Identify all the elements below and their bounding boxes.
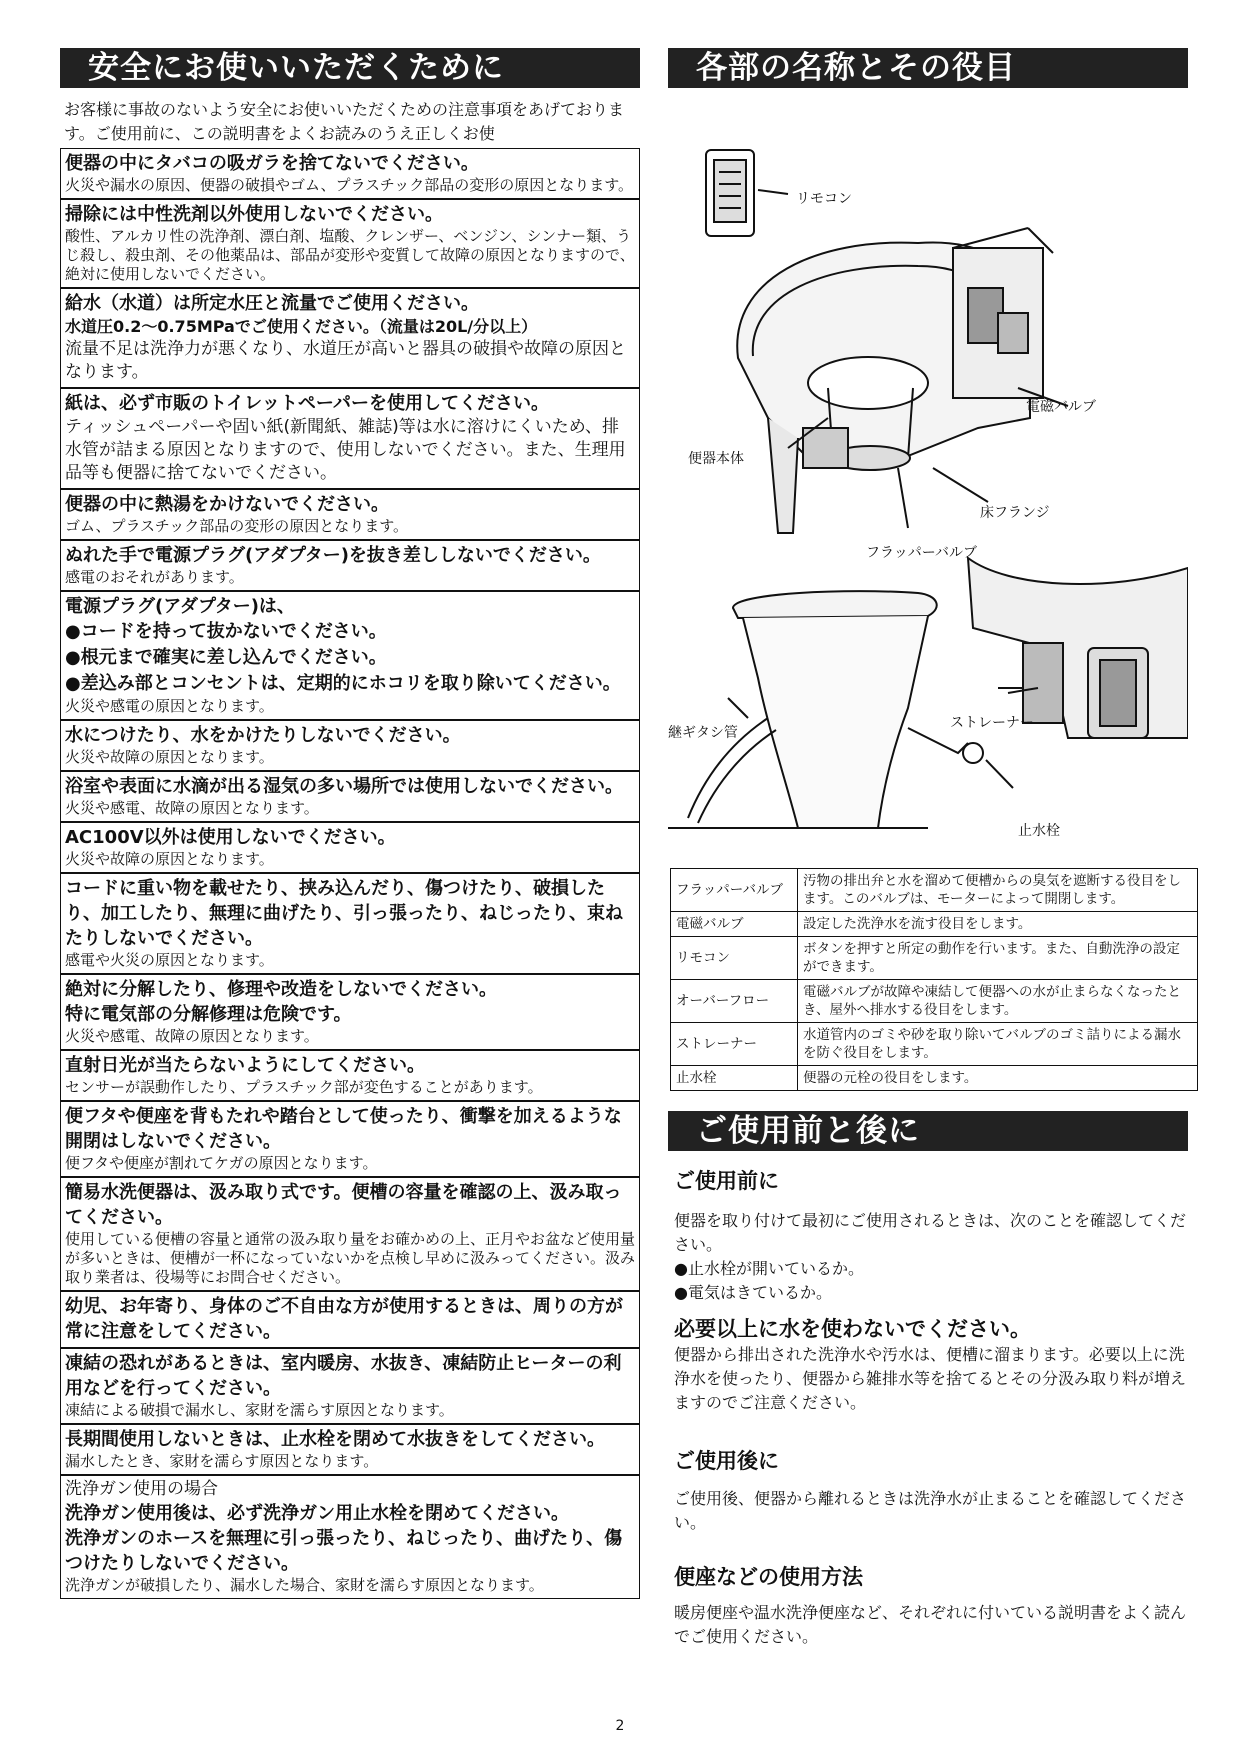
warning-subtitle: 水道圧0.2～0.75MPaでご使用ください。（流量は20L/分以上） [65, 317, 538, 336]
label-toilet-body: 便器本体 [688, 451, 744, 467]
warning-title: 掃除には中性洗剤以外使用しないでください。 [65, 204, 443, 225]
pipe-leader-line [728, 698, 748, 718]
usage-content [668, 1151, 1188, 1649]
warning-subtitle: 洗浄ガンのホースを無理に引っ張ったり、ねじったり、曲げたり、傷つけたりしないでください。 [65, 1528, 623, 1574]
warning-body: 凍結による破損で漏水し、家財を濡らす原因となります。 [65, 1401, 454, 1419]
warning-item [61, 592, 639, 721]
parts-header: 各部の名称とその役目 [668, 48, 1188, 88]
after-use-text: ご使用後、便器から離れるときは洗浄水が止まることを確認してください。 [674, 1489, 1187, 1532]
part-name: フラッパーバルブ [671, 869, 798, 912]
warning-title: 便器の中に熱湯をかけないでください。 [65, 494, 389, 515]
warning-item [61, 1178, 639, 1292]
water-warning-text: 便器から排出された洗浄水や汚水は、便槽に溜まります。必要以上に洗浄水を使ったり、便器から雑排水等を捨てるとその分汲み取り料が増えますのでご注意ください。 [674, 1345, 1187, 1412]
warning-title: 水につけたり、水をかけたりしないでください。 [65, 725, 461, 746]
warning-body: センサーが誤動作したり、プラスチック部が変色することがあります。 [65, 1078, 543, 1096]
warning-title: 便フタや便座を背もたれや踏台として使ったり、衝撃を加えるような開閉はしないでください。 [65, 1106, 622, 1152]
warning-body: 流量不足は洗浄力が悪くなり、水道圧が高いと器具の破損や故障の原因となります。 [65, 339, 626, 382]
label-stopcock: 止水栓 [1018, 823, 1060, 839]
warning-item [61, 874, 639, 975]
warning-subtitle: 特に電気部の分解修理は危険です。 [65, 1004, 352, 1025]
warning-item [61, 289, 639, 389]
warning-item [61, 149, 639, 200]
parts-section [668, 48, 1188, 1649]
warning-item [61, 1051, 639, 1102]
warning-title: 便器の中にタバコの吸ガラを捨てないでください。 [65, 153, 479, 174]
before-use-text: 便器を取り付けて最初にご使用されるときは、次のことを確認してください。 [674, 1211, 1187, 1254]
warning-title: 洗浄ガン使用後は、必ず洗浄ガン用止水栓を閉めてください。 [65, 1503, 569, 1524]
parts-table-row [671, 1066, 1198, 1091]
part-description: 便器の元栓の役目をします。 [798, 1066, 1198, 1091]
safety-section [60, 48, 640, 1599]
seat-usage-title: 便座などの使用方法 [674, 1565, 863, 1589]
warning-item [61, 1476, 639, 1598]
part-name: 止水栓 [671, 1066, 798, 1091]
warning-bullet: ●根元まで確実に差し込んでください。 [65, 647, 387, 668]
warning-item [61, 200, 639, 289]
warning-title: 長期間使用しないときは、止水栓を閉めて水抜きをしてください。 [65, 1429, 605, 1450]
after-use-title: ご使用後に [674, 1449, 779, 1473]
label-floor-flange: 床フランジ [980, 505, 1050, 521]
remote-leader-line [758, 190, 788, 194]
strainer-detail-drawing [968, 558, 1188, 738]
toilet-illustration [668, 88, 1188, 848]
before-use-title: ご使用前に [674, 1169, 779, 1193]
seat-usage-text: 暖房便座や温水洗浄便座など、それぞれに付いている説明書をよく読んでご使用ください。 [674, 1603, 1187, 1646]
warning-bullet: ●コードを持って抜かないでください。 [65, 621, 387, 642]
parts-table [670, 868, 1198, 1091]
warning-item [61, 721, 639, 772]
warning-body: 漏水したとき、家財を濡らす原因となります。 [65, 1452, 379, 1470]
warning-item [61, 823, 639, 874]
label-strainer: ストレーナー [950, 715, 1034, 731]
water-warning-title: 必要以上に水を使わないでください。 [674, 1317, 1031, 1341]
warning-title: コードに重い物を載せたり、挟み込んだり、傷つけたり、破損したり、加工したり、無理に曲げたり、引っ張ったり、ねじったり、束ねたりしないでください。 [65, 878, 623, 949]
part-name: オーバーフロー [671, 980, 798, 1023]
part-description: 水道管内のゴミや砂を取り除いてバルブのゴミ詰りによる漏水を防ぐ役目をします。 [798, 1023, 1198, 1066]
warning-list [60, 148, 640, 1599]
warning-item [61, 975, 639, 1051]
part-description: 設定した洗浄水を流す役目をします。 [798, 912, 1198, 937]
warning-title: 直射日光が当たらないようにしてください。 [65, 1055, 425, 1076]
warning-title: 幼児、お年寄り、身体のご不自由な方が使用するときは、周りの方が常に注意をしてください。 [65, 1296, 623, 1342]
part-description: 汚物の排出弁と水を溜めて便槽からの臭気を遮断する役目をします。このバルブは、モーターによって開閉します。 [798, 869, 1198, 912]
warning-item [61, 1425, 639, 1476]
warning-body: 火災や故障の原因となります。 [65, 850, 274, 868]
warning-item [61, 1292, 639, 1349]
warning-item [61, 1102, 639, 1178]
warning-title: 凍結の恐れがあるときは、室内暖房、水抜き、凍結防止ヒーターの利用などを行ってください。 [65, 1353, 622, 1399]
warning-title: 浴室や表面に水滴が出る湿気の多い場所では使用しないでください。 [65, 776, 623, 797]
part-description: ボタンを押すと所定の動作を行います。また、自動洗浄の設定ができます。 [798, 937, 1198, 980]
warning-body: 火災や感電、故障の原因となります。 [65, 799, 319, 817]
part-description: 電磁バルブが故障や凍結して便器への水が止まらなくなったとき、屋外へ排水する役目をします。 [798, 980, 1198, 1023]
warning-item [61, 541, 639, 592]
warning-pre: 洗浄ガン使用の場合 [65, 1479, 218, 1499]
remote-control-drawing [706, 150, 754, 236]
warning-body: ティッシュペーパーや固い紙(新聞紙、雑誌)等は水に溶けにくいため、排水管が詰まる原因となりますので、使用しないでください。また、生理用品等も便器に捨てないでください。 [65, 417, 626, 483]
warning-body: 酸性、アルカリ性の洗浄剤、漂白剤、塩酸、クレンザー、ベンジン、シンナー類、うじ殺し、殺虫剤、その他薬品は、部品が変形や変質して故障の原因となりますので、絶対に使用しないでください。 [65, 227, 635, 283]
warning-body: 洗浄ガンが破損したり、漏水した場合、家財を濡らす原因となります。 [65, 1576, 544, 1594]
warning-body: 感電や火災の原因となります。 [65, 951, 274, 969]
toilet-cutaway-drawing [737, 228, 1053, 533]
stopcock-leader-line [986, 760, 1013, 788]
parts-table-row [671, 937, 1198, 980]
warning-body: ゴム、プラスチック部品の変形の原因となります。 [65, 517, 409, 535]
warning-body: 使用している便槽の容量と通常の汲み取り量をお確かめの上、正月やお盆など使用量が多いときは、便槽が一杯になっていないかを点検し早めに汲みってください。汲み取り業者は、役場等にお問合せください。 [65, 1230, 636, 1286]
warning-body: 感電のおそれがあります。 [65, 568, 244, 586]
warning-title: 絶対に分解したり、修理や改造をしないでください。 [65, 979, 497, 1000]
parts-table-row [671, 869, 1198, 912]
before-use-bullet: ●電気はきているか。 [674, 1283, 832, 1302]
warning-title: 電源プラグ(アダプター)は、 [65, 596, 295, 617]
part-name: リモコン [671, 937, 798, 980]
parts-table-row [671, 1023, 1198, 1066]
warning-body: 火災や漏水の原因、便器の破損やゴム、プラスチック部品の変形の原因となります。 [65, 176, 634, 194]
flange-leader-line [933, 468, 988, 502]
warning-body: 火災や故障の原因となります。 [65, 748, 274, 766]
warning-title: 簡易水洗便器は、汲み取り式です。便槽の容量を確認の上、汲み取ってください。 [65, 1182, 622, 1228]
toilet-diagram [668, 88, 1188, 868]
label-remote: リモコン [796, 191, 852, 207]
warning-item [61, 389, 639, 490]
warning-title: 紙は、必ず市販のトイレットペーパーを使用してください。 [65, 393, 550, 414]
before-use-bullet: ●止水栓が開いているか。 [674, 1259, 864, 1278]
label-flapper-valve: フラッパーバルブ [866, 545, 978, 561]
part-name: ストレーナー [671, 1023, 798, 1066]
part-name: 電磁バルブ [671, 912, 798, 937]
warning-body: 火災や感電、故障の原因となります。 [65, 1027, 319, 1045]
warning-body: 火災や感電の原因となります。 [65, 697, 274, 715]
warning-item [61, 490, 639, 541]
usage-header: ご使用前と後に [668, 1111, 1188, 1151]
flapper-leader-line [898, 468, 908, 528]
label-pipe: 継ギタシ管 [668, 725, 738, 741]
warning-title: AC100V以外は使用しないでください。 [65, 827, 396, 848]
warning-item [61, 1349, 639, 1425]
warning-title: ぬれた手で電源プラグ(アダプター)を抜き差ししないでください。 [65, 545, 601, 566]
safety-header: 安全にお使いいただくために [60, 48, 640, 88]
parts-table-body [671, 869, 1198, 1091]
parts-table-row [671, 912, 1198, 937]
warning-title: 給水（水道）は所定水圧と流量でご使用ください。 [65, 293, 479, 314]
parts-table-row [671, 980, 1198, 1023]
warning-item [61, 772, 639, 823]
warning-body: 便フタや便座が割れてケガの原因となります。 [65, 1154, 378, 1172]
safety-intro: お客様に事故のないよう安全にお使いいただくための注意事項をあげております。ご使用前に、この説明書をよくお読みのうえ正しくお使 [64, 100, 625, 143]
label-solenoid: 電磁バルブ [1026, 399, 1096, 415]
page-number: 2 [615, 1718, 625, 1734]
toilet-side-drawing [668, 591, 983, 828]
warning-bullet: ●差込み部とコンセントは、定期的にホコリを取り除いてください。 [65, 673, 621, 694]
